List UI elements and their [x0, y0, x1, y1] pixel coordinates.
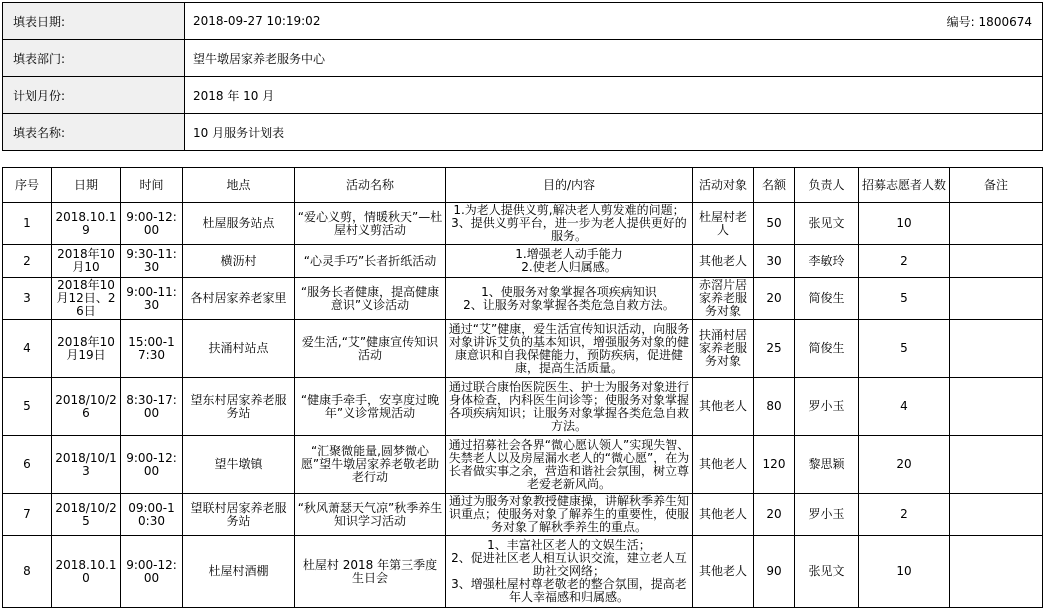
cell-remark [950, 203, 1043, 245]
cell-remark [950, 245, 1043, 278]
cell-target: 其他老人 [693, 245, 754, 278]
cell-target: 赤滘片居家养老服务对象 [693, 278, 754, 320]
date-label: 填表日期: [3, 3, 185, 40]
cell-place: 扶涌村站点 [183, 320, 295, 378]
col-header-volunteers: 招募志愿者人数 [859, 168, 950, 203]
header-table [2, 2, 1043, 151]
header-row-date [3, 3, 1043, 40]
table-row [3, 245, 1043, 278]
cell-time: 9:00-12:00 [121, 536, 183, 608]
cell-remark [950, 536, 1043, 608]
cell-no: 5 [3, 378, 52, 436]
dept-label: 填表部门: [3, 40, 185, 77]
cell-target: 其他老人 [693, 494, 754, 536]
cell-time: 9:00-12:00 [121, 436, 183, 494]
col-header-remark: 备注 [950, 168, 1043, 203]
month-label: 计划月份: [3, 77, 185, 114]
cell-volunteers: 2 [859, 494, 950, 536]
cell-volunteers: 5 [859, 320, 950, 378]
cell-activity: “服务长者健康，提高健康意识”义诊活动 [295, 278, 446, 320]
cell-activity: 杜屋村 2018 年第三季度生日会 [295, 536, 446, 608]
cell-place: 杜屋村酒棚 [183, 536, 295, 608]
cell-leader: 李敏玲 [795, 245, 859, 278]
cell-content: 通过为服务对象教授健康操，讲解秋季养生知识重点；使服务对象了解养生的重要性，使服务对象了解秋季养生的重点。 [446, 494, 693, 536]
cell-no: 7 [3, 494, 52, 536]
cell-date: 2018年10月19日 [52, 320, 121, 378]
table-row [3, 278, 1043, 320]
col-header-content: 目的/内容 [446, 168, 693, 203]
cell-date: 2018年10月10 [52, 245, 121, 278]
cell-remark [950, 494, 1043, 536]
cell-no: 3 [3, 278, 52, 320]
table-row [3, 494, 1043, 536]
cell-remark [950, 320, 1043, 378]
table-row [3, 203, 1043, 245]
column-header-row [3, 168, 1043, 203]
cell-target: 杜屋村老人 [693, 203, 754, 245]
cell-time: 9:00-12:00 [121, 203, 183, 245]
cell-volunteers: 2 [859, 245, 950, 278]
cell-content: 1.增强老人动手能力 2.使老人归属感。 [446, 245, 693, 278]
col-header-quota: 名额 [754, 168, 795, 203]
cell-content: 通过“艾”健康，爱生活宣传知识活动，向服务对象讲诉艾负的基本知识，增强服务对象的健康意识和自我保健能力，预防疾病，促进健康，提高生活质量。 [446, 320, 693, 378]
cell-leader: 黎思颖 [795, 436, 859, 494]
cell-place: 杜屋服务站点 [183, 203, 295, 245]
cell-leader: 张见文 [795, 536, 859, 608]
cell-activity: “心灵手巧”长者折纸活动 [295, 245, 446, 278]
cell-no: 2 [3, 245, 52, 278]
number-value: 1800674 [978, 14, 1032, 29]
col-header-date: 日期 [52, 168, 121, 203]
cell-quota: 30 [754, 245, 795, 278]
cell-volunteers: 10 [859, 536, 950, 608]
col-header-leader: 负责人 [795, 168, 859, 203]
cell-remark [950, 378, 1043, 436]
cell-activity: “爱心义剪，情暖秋天”—杜屋村义剪活动 [295, 203, 446, 245]
cell-activity: “秋风萧瑟天气凉”秋季养生知识学习活动 [295, 494, 446, 536]
cell-date: 2018年10月12日、26日 [52, 278, 121, 320]
cell-activity: 爱生活,“艾”健康宣传知识活动 [295, 320, 446, 378]
cell-quota: 20 [754, 494, 795, 536]
name-value: 10 月服务计划表 [185, 114, 1043, 151]
col-header-no: 序号 [3, 168, 52, 203]
number-label: 编号: [946, 14, 975, 29]
cell-no: 8 [3, 536, 52, 608]
cell-leader: 简俊生 [795, 278, 859, 320]
cell-volunteers: 4 [859, 378, 950, 436]
cell-date: 2018.10.10 [52, 536, 121, 608]
cell-quota: 20 [754, 278, 795, 320]
cell-place: 各村居家养老家里 [183, 278, 295, 320]
cell-quota: 90 [754, 536, 795, 608]
cell-time: 09:00-10:30 [121, 494, 183, 536]
cell-no: 1 [3, 203, 52, 245]
cell-remark [950, 436, 1043, 494]
cell-volunteers: 10 [859, 203, 950, 245]
table-row [3, 536, 1043, 608]
cell-content: 1、丰富社区老人的文娱生活； 2、促进社区老人相互认识交流，建立老人互助社交网络； 3、增强杜屋村尊老敬老的整合氛围，提高老年人幸福感和归属感。 [446, 536, 693, 608]
cell-place: 横沥村 [183, 245, 295, 278]
cell-leader: 罗小玉 [795, 378, 859, 436]
cell-leader: 罗小玉 [795, 494, 859, 536]
col-header-time: 时间 [121, 168, 183, 203]
cell-quota: 120 [754, 436, 795, 494]
table-row [3, 378, 1043, 436]
cell-content: 通过招募社会各界“微心愿认领人”实现失智、失禁老人以及房屋漏水老人的“微心愿”，在为长者做实事之余，营造和谐社会氛围，树立尊老爱老新风尚。 [446, 436, 693, 494]
header-row-month [3, 77, 1043, 114]
cell-date: 2018.10.19 [52, 203, 121, 245]
cell-content: 通过联合康怡医院医生、护士为服务对象进行身体检查，内科医生问诊等；使服务对象掌握各项疾病知识；让服务对象掌握各类危急自救方法。 [446, 378, 693, 436]
cell-time: 9:30-11:30 [121, 245, 183, 278]
cell-quota: 25 [754, 320, 795, 378]
cell-no: 4 [3, 320, 52, 378]
col-header-target: 活动对象 [693, 168, 754, 203]
form-number [685, 3, 1043, 40]
cell-date: 2018/10/26 [52, 378, 121, 436]
cell-place: 望东村居家养老服务站 [183, 378, 295, 436]
cell-target: 其他老人 [693, 436, 754, 494]
cell-content: 1.为老人提供义剪,解决老人剪发难的问题；3、提供义剪平台，进一步为老人提供更好的服务。 [446, 203, 693, 245]
table-row [3, 436, 1043, 494]
cell-target: 其他老人 [693, 536, 754, 608]
cell-content: 1、使服务对象掌握各项疾病知识 2、让服务对象掌握各类危急自救方法。 [446, 278, 693, 320]
cell-time: 9:00-11:30 [121, 278, 183, 320]
col-header-activity: 活动名称 [295, 168, 446, 203]
cell-date: 2018/10/25 [52, 494, 121, 536]
col-header-place: 地点 [183, 168, 295, 203]
header-row-dept [3, 40, 1043, 77]
cell-target: 其他老人 [693, 378, 754, 436]
cell-place: 望联村居家养老服务站 [183, 494, 295, 536]
dept-value: 望牛墩居家养老服务中心 [185, 40, 1043, 77]
cell-leader: 简俊生 [795, 320, 859, 378]
cell-quota: 50 [754, 203, 795, 245]
cell-no: 6 [3, 436, 52, 494]
cell-place: 望牛墩镇 [183, 436, 295, 494]
header-row-name [3, 114, 1043, 151]
cell-volunteers: 5 [859, 278, 950, 320]
plan-table [2, 167, 1043, 608]
cell-time: 15:00-17:30 [121, 320, 183, 378]
cell-leader: 张见文 [795, 203, 859, 245]
cell-quota: 80 [754, 378, 795, 436]
table-row [3, 320, 1043, 378]
month-value: 2018 年 10 月 [185, 77, 1043, 114]
cell-remark [950, 278, 1043, 320]
date-value: 2018-09-27 10:19:02 [185, 3, 685, 40]
cell-volunteers: 20 [859, 436, 950, 494]
cell-date: 2018/10/13 [52, 436, 121, 494]
cell-activity: “健康手牵手，安享度过晚年”义诊常规活动 [295, 378, 446, 436]
cell-target: 扶涌村居家养老服务对象 [693, 320, 754, 378]
cell-time: 8:30-17:00 [121, 378, 183, 436]
name-label: 填表名称: [3, 114, 185, 151]
cell-activity: “汇聚微能量,圆梦微心愿”望牛墩居家养老敬老助老行动 [295, 436, 446, 494]
